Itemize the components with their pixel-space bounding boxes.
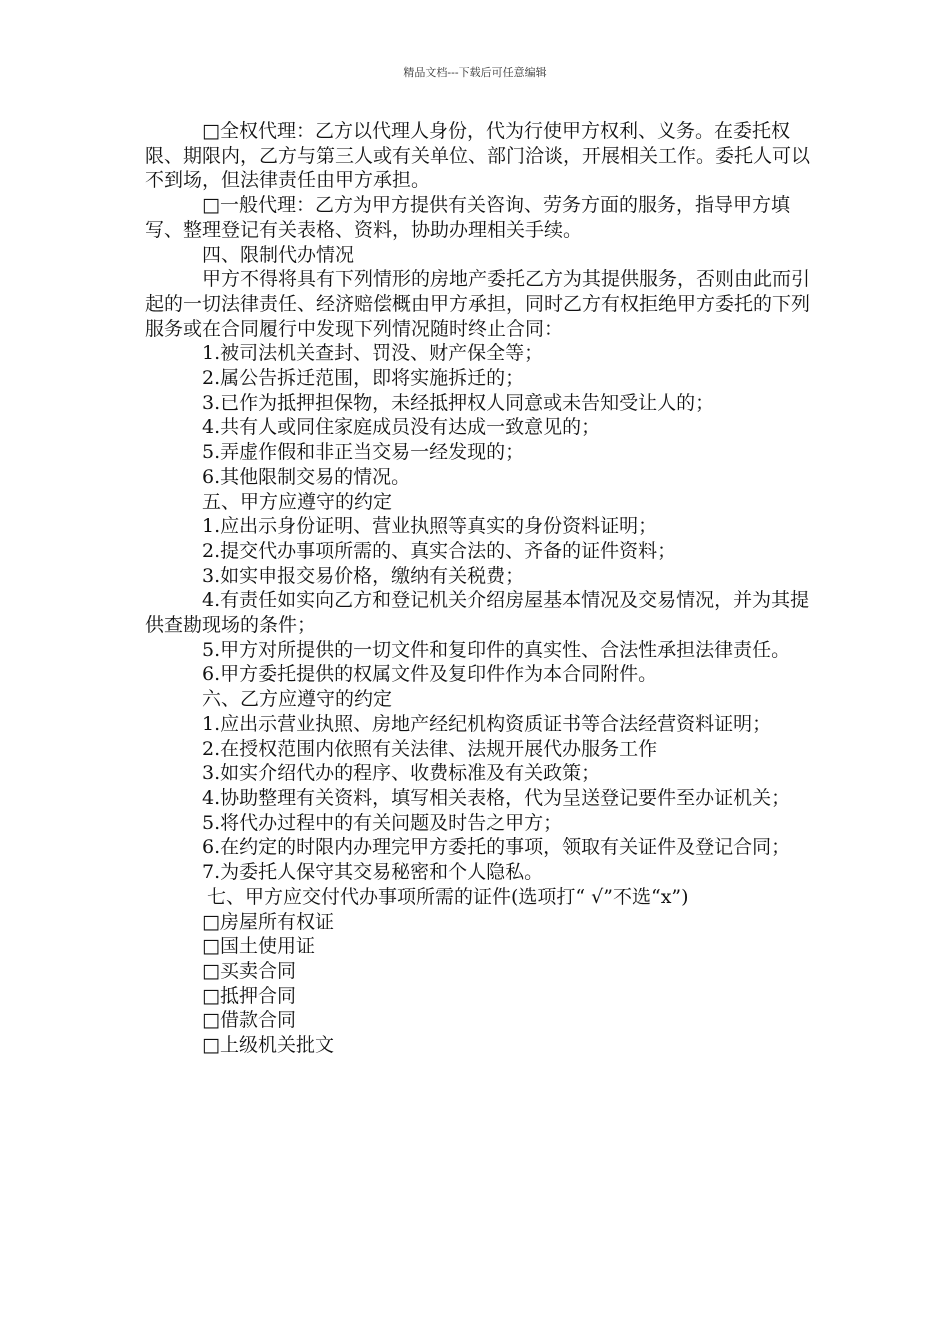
page-header: 精品文档---下载后可任意编辑 [403, 66, 547, 79]
section-5-item-6: 6.甲方委托提供的权属文件及复印件作为本合同附件。 [202, 663, 658, 686]
section-4-item-4: 4.共有人或同住家庭成员没有达成一致意见的； [202, 416, 601, 439]
section-4-item-6: 6.其他限制交易的情况。 [202, 465, 411, 488]
section-6-item-4: 4.协助整理有关资料，填写相关表格，代为呈送登记要件至办证机关； [202, 786, 791, 809]
section-4-item-1: 1.被司法机关查封、罚没、财产保全等； [202, 342, 544, 365]
section-4-item-3: 3.已作为抵押担保物，未经抵押权人同意或未告知受让人的； [202, 391, 715, 414]
section-5-item-4: 4.有责任如实向乙方和登记机关介绍房屋基本情况及交易情况，并为其提供查勘现场的条件； [145, 589, 810, 637]
clause-full-agency: □全权代理：乙方以代理人身份，代为行使甲方权利、义务。在委托权限、期限内，乙方与第三人或有关单位、部门洽谈，开展相关工作。委托人可以不到场，但法律责任由甲方承担。 [145, 120, 811, 192]
checklist-item: □国土使用证 [202, 935, 315, 958]
section-heading-4: 四、限制代办情况 [202, 243, 355, 266]
section-heading-5: 五、甲方应遵守的约定 [202, 490, 393, 513]
clause-general-agency: □一般代理：乙方为甲方提供有关咨询、劳务方面的服务，指导甲方填写、整理登记有关表格、资料，协助办理相关手续。 [145, 194, 790, 241]
section-heading-6: 六、乙方应遵守的约定 [202, 688, 393, 711]
section-5-item-5: 5.甲方对所提供的一切文件和复印件的真实性、合法性承担法律责任。 [202, 638, 791, 661]
checklist-item: □买卖合同 [202, 959, 296, 982]
section-6-item-2: 2.在授权范围内依照有关法律、法规开展代办服务工作 [202, 737, 658, 760]
section-5-item-1: 1.应出示身份证明、营业执照等真实的身份资料证明； [202, 515, 658, 538]
section-4-item-2: 2.属公告拆迁范围，即将实施拆迁的； [202, 367, 525, 390]
section-heading-7: 七、甲方应交付代办事项所需的证件(选项打“ √”不选“x”) [207, 885, 689, 908]
section-4-item-5: 5.弄虚作假和非正当交易一经发现的； [202, 441, 525, 464]
checklist-item: □抵押合同 [202, 984, 296, 1007]
section-6-item-7: 7.为委托人保守其交易秘密和个人隐私。 [202, 861, 544, 884]
checklist-item: □上级机关批文 [202, 1034, 334, 1057]
section-6-item-1: 1.应出示营业执照、房地产经纪机构资质证书等合法经营资料证明； [202, 712, 772, 735]
checklist-item: □借款合同 [202, 1009, 296, 1032]
section-5-item-3: 3.如实申报交易价格，缴纳有关税费； [202, 564, 525, 587]
section-6-item-3: 3.如实介绍代办的程序、收费标准及有关政策； [202, 762, 601, 785]
document-body [145, 119, 815, 1058]
section-5-item-2: 2.提交代办事项所需的、真实合法的、齐备的证件资料； [202, 539, 677, 562]
section-6-item-5: 5.将代办过程中的有关问题及时告之甲方； [202, 811, 563, 834]
section-6-item-6: 6.在约定的时限内办理完甲方委托的事项，领取有关证件及登记合同； [202, 836, 791, 859]
checklist-item: □房屋所有权证 [202, 910, 334, 933]
section-4-intro: 甲方不得将具有下列情形的房地产委托乙方为其提供服务，否则由此而引起的一切法律责任、经济赔偿概由甲方承担，同时乙方有权拒绝甲方委托的下列服务或在合同履行中发现下列情况随时终止合同： [145, 268, 811, 340]
